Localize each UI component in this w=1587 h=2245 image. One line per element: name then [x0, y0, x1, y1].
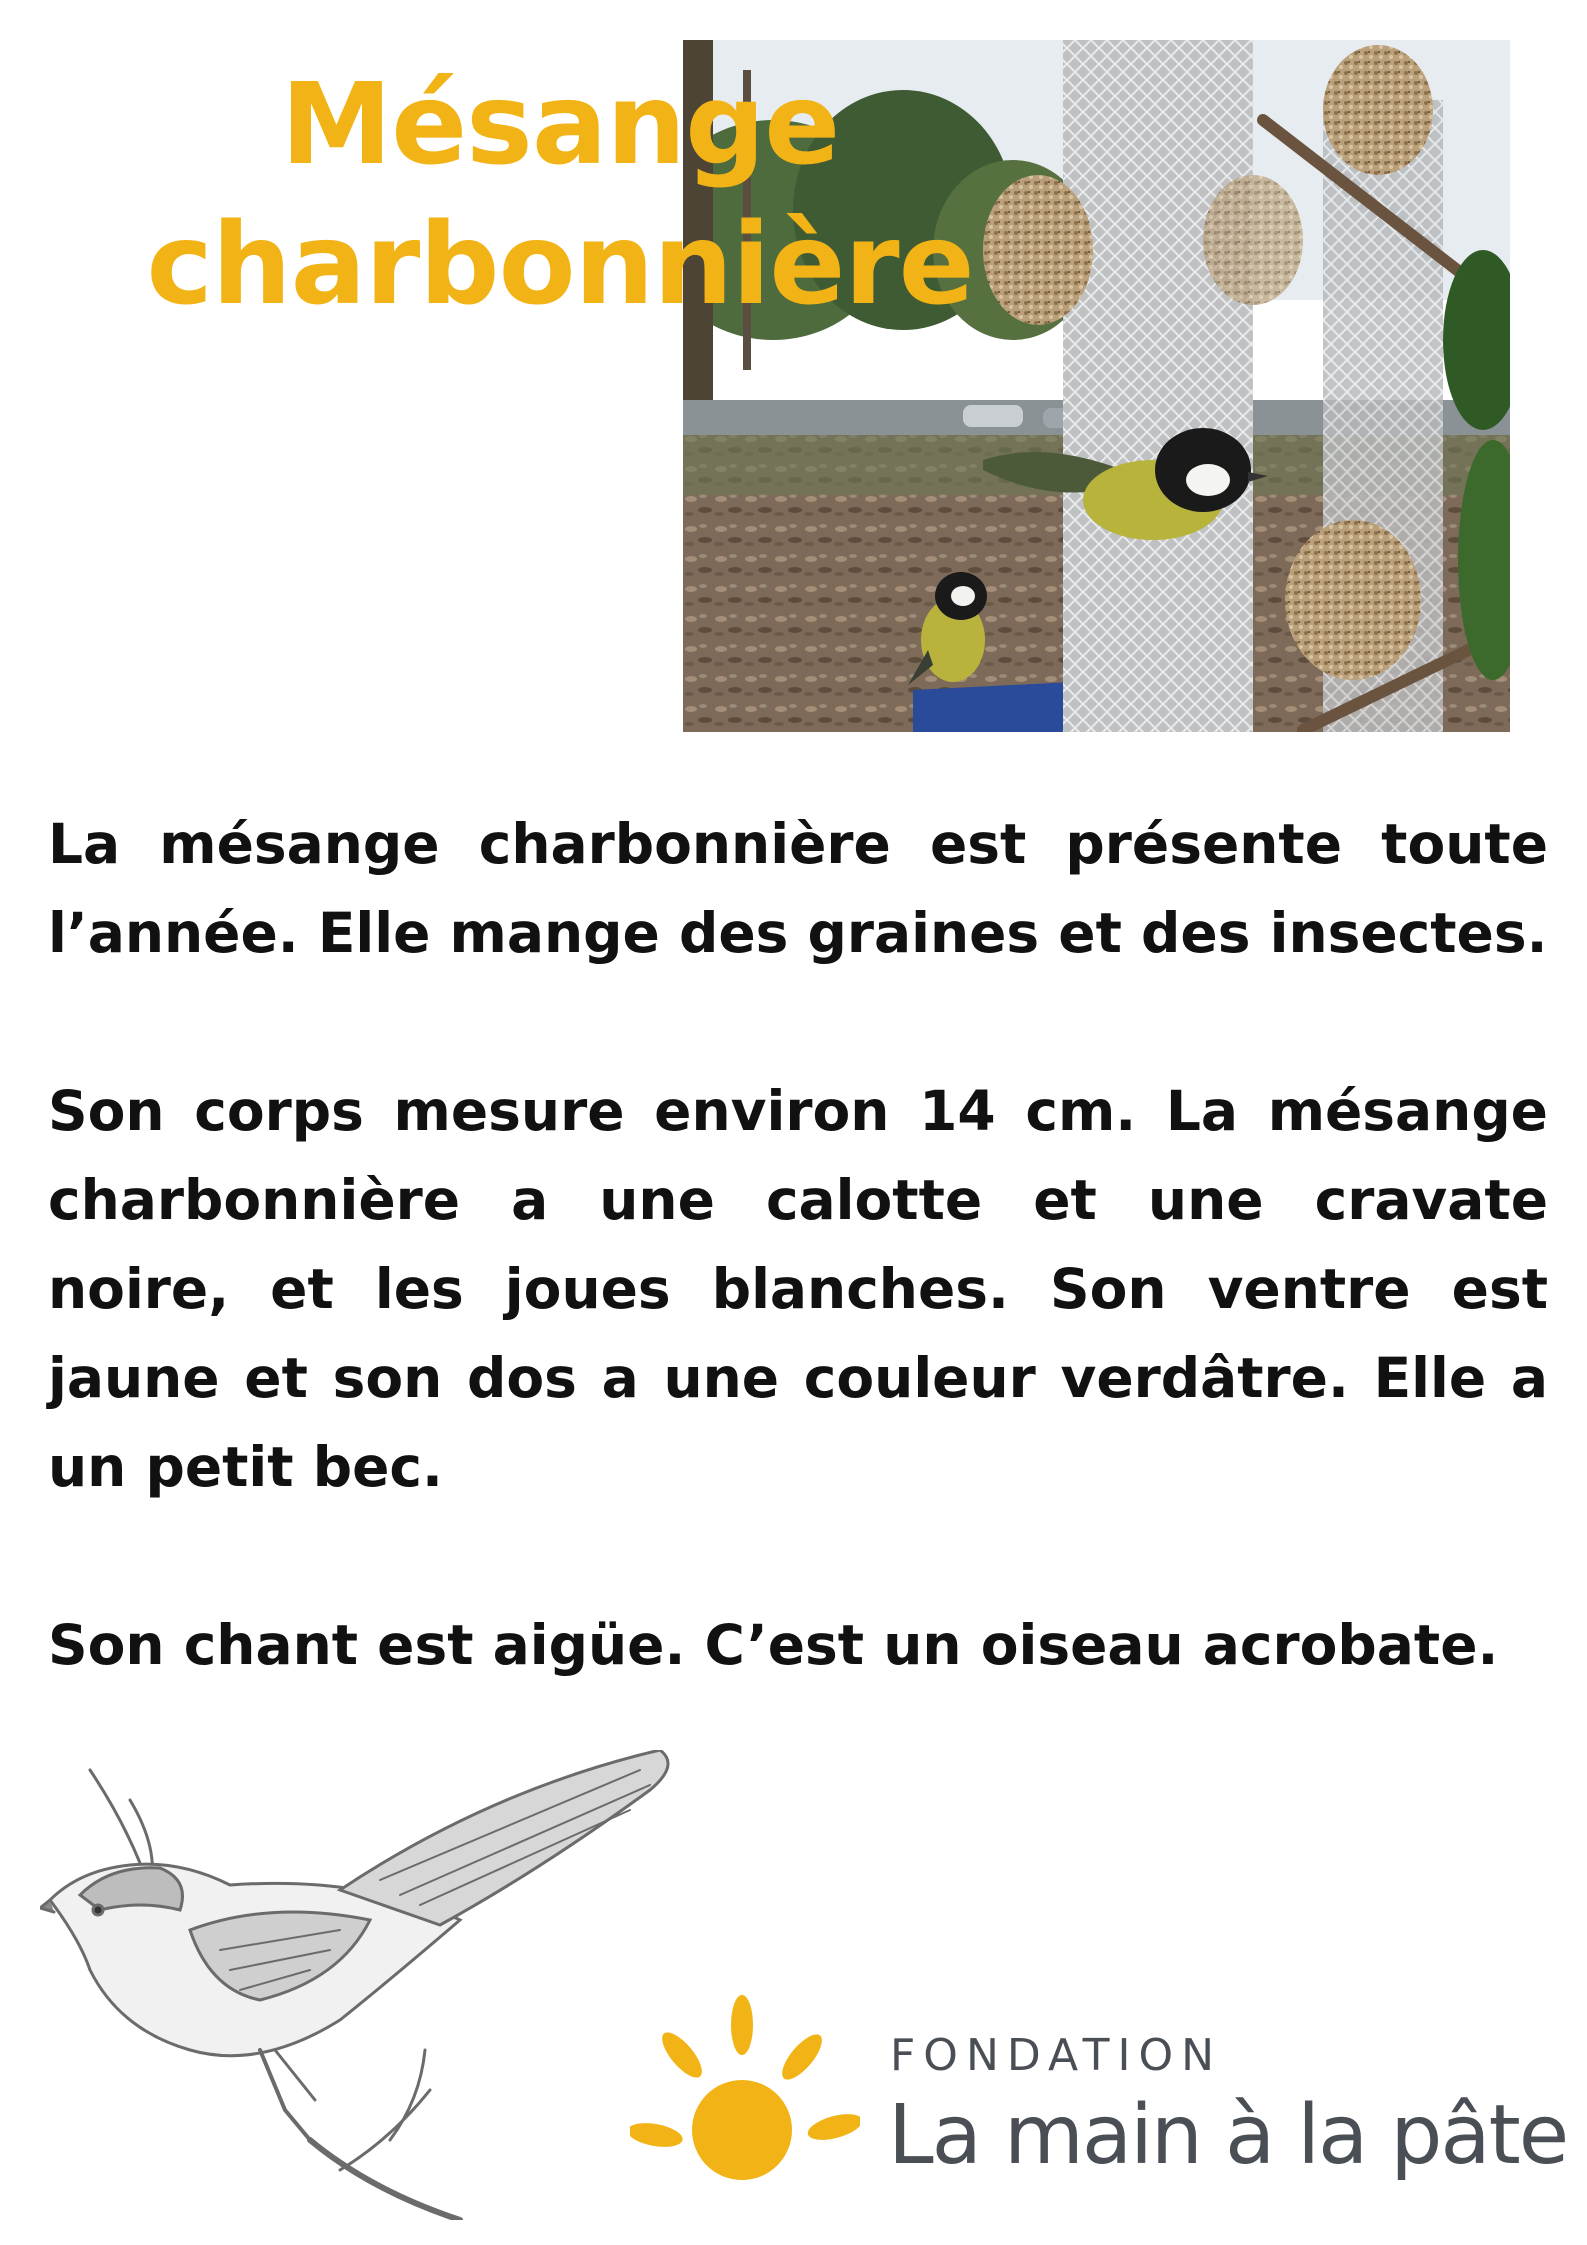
- paragraph-presence: La mésange charbonnière est présente toute l’année. Elle mange des graines et des insectes.: [48, 812, 1548, 965]
- paragraph-appearance: Son corps mesure environ 14 cm. La mésange charbonnière a une calotte et une cravate noire, et les joues blanches. Son ventre est jaune et son dos a une couleur verdâtre. Elle a un petit bec.: [48, 1079, 1548, 1499]
- title-line-1: Mésange: [280, 60, 840, 190]
- logo-foundation-label: FONDATION: [890, 2030, 1223, 2081]
- page-title: [60, 55, 1060, 335]
- paragraph-song: Son chant est aigüe. C’est un oiseau acrobate.: [48, 1613, 1499, 1677]
- sun-logo-icon: [630, 1995, 860, 2195]
- bird-sketch-illustration: [40, 1750, 690, 2220]
- description: [48, 800, 1548, 1690]
- title-line-2: charbonnière: [146, 200, 974, 330]
- logo-foundation-name: La main à la pâte: [888, 2088, 1568, 2183]
